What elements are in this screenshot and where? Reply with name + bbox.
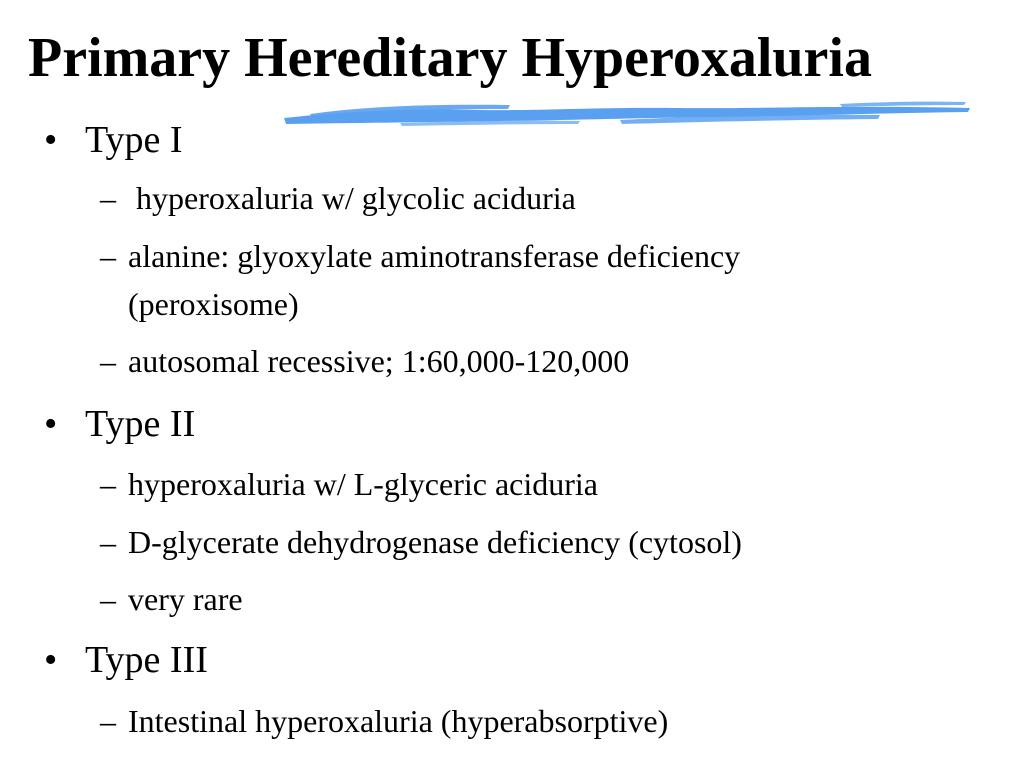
dash-marker: –	[100, 581, 116, 617]
dash-marker: –	[100, 524, 116, 560]
bullet-marker: •	[44, 119, 58, 161]
dash-marker: –	[100, 180, 116, 216]
dash-marker: –	[100, 343, 116, 379]
slide-title: Primary Hereditary Hyperoxaluria	[28, 27, 872, 89]
sub-item-text: alanine: glyoxylate aminotransferase deficiency (peroxisome)	[128, 238, 741, 322]
dash-marker: –	[100, 238, 116, 274]
bullet-marker: •	[44, 639, 58, 681]
bullet-text: Type II	[85, 403, 196, 445]
sub-item-text: autosomal recessive; 1:60,000-120,000	[128, 343, 630, 379]
bullet-text: Type I	[85, 119, 183, 161]
sub-item-text: hyperoxaluria w/ glycolic aciduria	[128, 180, 576, 216]
bullet-text: Type III	[85, 639, 208, 681]
sub-item-text: D-glycerate dehydrogenase deficiency (cytosol)	[128, 524, 742, 560]
brush-stroke-underline	[280, 96, 974, 130]
sub-item-text: Intestinal hyperoxaluria (hyperabsorptive)	[128, 703, 669, 739]
sub-item-text: hyperoxaluria w/ L-glyceric aciduria	[128, 466, 598, 502]
sub-item-text: very rare	[128, 581, 243, 617]
dash-marker: –	[100, 703, 116, 739]
dash-marker: –	[100, 466, 116, 502]
bullet-marker: •	[44, 403, 58, 445]
